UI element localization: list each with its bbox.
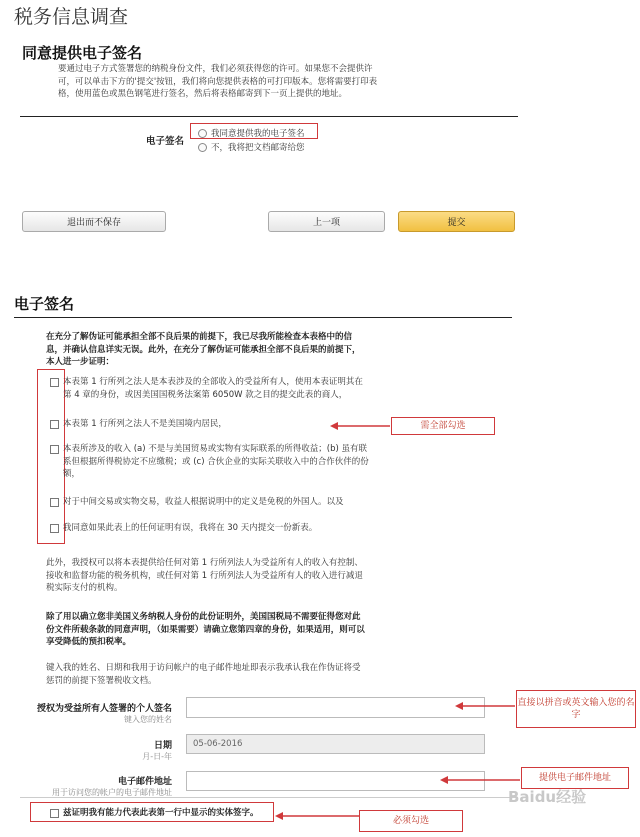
checkbox[interactable] [50, 498, 59, 507]
irs-paragraph: 除了用以确立您非美国义务纳税人身份的此份证明外，美国国税局不需要征得您对此份文件所载条款的同意声明，（如果需要）请确立您第四章的身份，如果适用，则可以享受降低的预扣税率。 [46, 612, 365, 647]
radio-icon[interactable] [198, 129, 207, 138]
signer-name-label: 授权为受益所有人签署的个人签名 [36, 704, 172, 714]
radio-mail-document[interactable] [198, 141, 305, 153]
annotation-arrow [275, 808, 361, 824]
certification-item-3[interactable] [50, 443, 370, 481]
checkbox[interactable] [50, 809, 59, 818]
capacity-text: 兹证明我有能力代表此表第一行中显示的实体签字。 [63, 808, 259, 818]
checkbox[interactable] [50, 420, 59, 429]
certification-item-2[interactable] [50, 418, 370, 431]
date-label: 日期 [153, 741, 172, 751]
email-label: 电子邮件地址 [117, 777, 172, 787]
annotation-must-check: 必须勾选 [359, 810, 463, 832]
electronic-signature-label: 电子签名 [146, 136, 185, 147]
radio-agree-label: 我同意提供我的电子签名 [211, 129, 305, 139]
annotation-arrow [455, 698, 517, 714]
type-name-paragraph: 键入我的姓名、日期和我用于访问帐户的电子邮件地址即表示我承认我在作伪证将受惩罚的前提下签署税收文档。 [46, 663, 361, 686]
checkbox[interactable] [50, 445, 59, 454]
submit-button[interactable]: 提交 [398, 211, 515, 232]
annotation-email: 提供电子邮件地址 [521, 767, 629, 789]
certification-item-4[interactable] [50, 496, 370, 509]
exit-without-saving-button[interactable]: 退出而不保存 [22, 211, 166, 232]
certification-text: 本表所涉及的收入 (a) 不是与美国贸易或实物有实际联系的所得收益；(b) 虽有联系但根据所得税协定不应缴税；或 (c) 合伙企业的实际关联收入中的合作伙伴的份额， [63, 444, 369, 479]
certification-text: 我同意如果此表上的任何证明有误，我将在 30 天内提交一份新表。 [63, 523, 318, 533]
consent-intro-text: 要通过电子方式签署您的纳税身份文件，我们必须获得您的许可。如果您不会提供许可，可以单击下方的'提交'按钮，我们将向您提供表格的可打印版本。您将需要打印表格，使用蓝色或黑色钢笔进行签名，然后将表格邮寄到下一页上提供的地址。 [58, 64, 378, 99]
esign-section-title: 电子签名 [14, 295, 75, 313]
consent-section-title: 同意提供电子签名 [22, 44, 143, 62]
email-hint: 用于访问您的帐户的电子邮件地址 [52, 788, 172, 797]
certification-item-1[interactable] [50, 376, 370, 401]
certification-text: 本表第 1 行所列之法人不是美国境内居民， [63, 419, 227, 429]
section-divider [20, 116, 518, 117]
authorize-paragraph: 此外，我授权可以将本表提供给任何对第 1 行所列法人为受益所有人的收入有控制、接收和监督功能的税务机构，或任何对第 1 行所列法人为受益所有人的收入进行减退税实际支付的机构。 [46, 558, 363, 593]
checkbox[interactable] [50, 524, 59, 533]
watermark-logo: Baidu经验 [508, 788, 587, 806]
radio-agree-esign[interactable] [198, 127, 305, 139]
annotation-arrow [330, 418, 392, 434]
checkbox[interactable] [50, 378, 59, 387]
signer-name-hint: 键入您的姓名 [124, 715, 172, 724]
radio-mail-label: 不，我将把文档邮寄给您 [211, 143, 305, 153]
radio-icon[interactable] [198, 143, 207, 152]
annotation-check-all: 需全部勾选 [391, 417, 495, 435]
perjury-lead-text: 在充分了解伪证可能承担全部不良后果的前提下，我已尽我所能检查本表格中的信息，并确认信息详实无误。此外，在充分了解伪证可能承担全部不良后果的前提下，本人进一步证明： [46, 332, 361, 367]
certification-text: 本表第 1 行所列之法人是本表涉及的全部收入的受益所有人，使用本表证明其在第 4 章的身份，或因美国国税务法案第 6050W 款之目的提交此表的商人， [63, 377, 363, 400]
previous-button[interactable]: 上一项 [268, 211, 385, 232]
page-title: 税务信息调查 [14, 6, 129, 28]
annotation-type-name: 直接以拼音或英文输入您的名字 [516, 690, 636, 728]
date-input: 05-06-2016 [186, 734, 485, 754]
section-divider [20, 797, 518, 798]
section-divider [14, 317, 512, 318]
capacity-checkbox-row[interactable] [50, 807, 310, 820]
certification-text: 对于中间交易或实物交易，收益人根据说明中的定义是免税的外国人。以及 [63, 497, 344, 507]
certification-item-5[interactable] [50, 522, 370, 535]
signer-name-input[interactable] [186, 697, 485, 718]
date-hint: 月-日-年 [142, 752, 172, 761]
